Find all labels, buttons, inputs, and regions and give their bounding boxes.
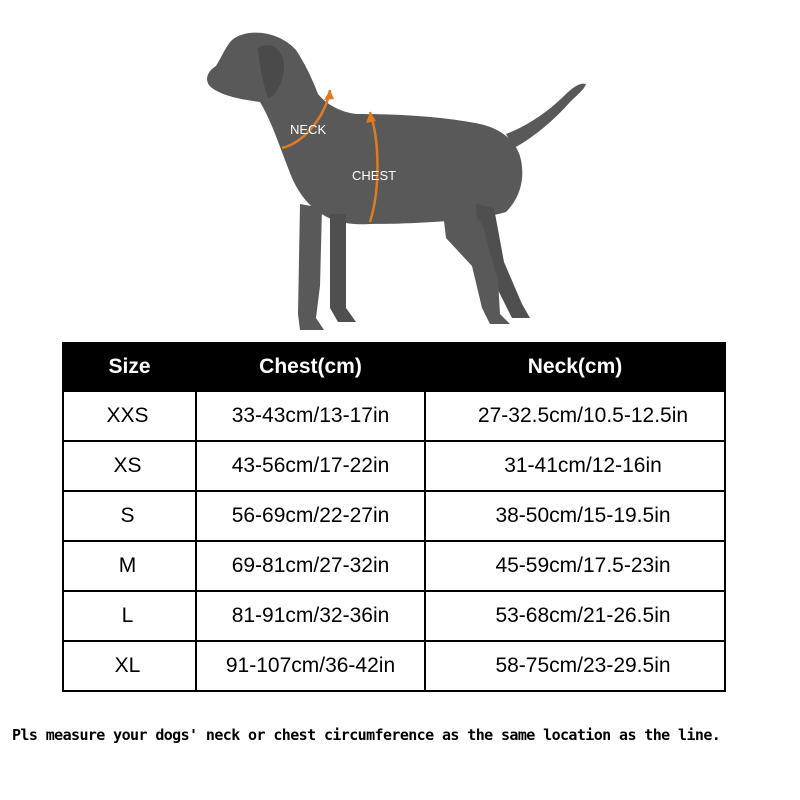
measurement-note: Pls measure your dogs' neck or chest circumference as the same location as the line. (12, 726, 721, 744)
size-cell: XXS (63, 391, 196, 441)
neck-cell: 31-41cm/12-16in (425, 441, 725, 491)
table-row (63, 641, 725, 691)
size-cell: L (63, 591, 196, 641)
neck-cell: 27-32.5cm/10.5-12.5in (425, 391, 725, 441)
neck-label: NECK (290, 122, 327, 137)
table-row (63, 541, 725, 591)
chest-cell: 33-43cm/13-17in (196, 391, 425, 441)
table-row (63, 391, 725, 441)
size-cell: XL (63, 641, 196, 691)
dog-silhouette (207, 33, 586, 330)
neck-cell: 58-75cm/23-29.5in (425, 641, 725, 691)
neck-cell: 45-59cm/17.5-23in (425, 541, 725, 591)
size-cell: M (63, 541, 196, 591)
size-cell: XS (63, 441, 196, 491)
chest-cell: 81-91cm/32-36in (196, 591, 425, 641)
chest-column-header: Chest(cm) (196, 343, 425, 391)
chest-cell: 91-107cm/36-42in (196, 641, 425, 691)
dog-measurement-illustration (180, 18, 600, 333)
size-chart-table (62, 342, 726, 692)
chest-cell: 43-56cm/17-22in (196, 441, 425, 491)
chest-cell: 69-81cm/27-32in (196, 541, 425, 591)
table-row (63, 441, 725, 491)
table-header-row (63, 343, 725, 391)
size-cell: S (63, 491, 196, 541)
chest-cell: 56-69cm/22-27in (196, 491, 425, 541)
table-row (63, 491, 725, 541)
size-column-header: Size (63, 343, 196, 391)
neck-cell: 53-68cm/21-26.5in (425, 591, 725, 641)
chest-label: CHEST (352, 168, 397, 183)
neck-column-header: Neck(cm) (425, 343, 725, 391)
table-row (63, 591, 725, 641)
neck-cell: 38-50cm/15-19.5in (425, 491, 725, 541)
